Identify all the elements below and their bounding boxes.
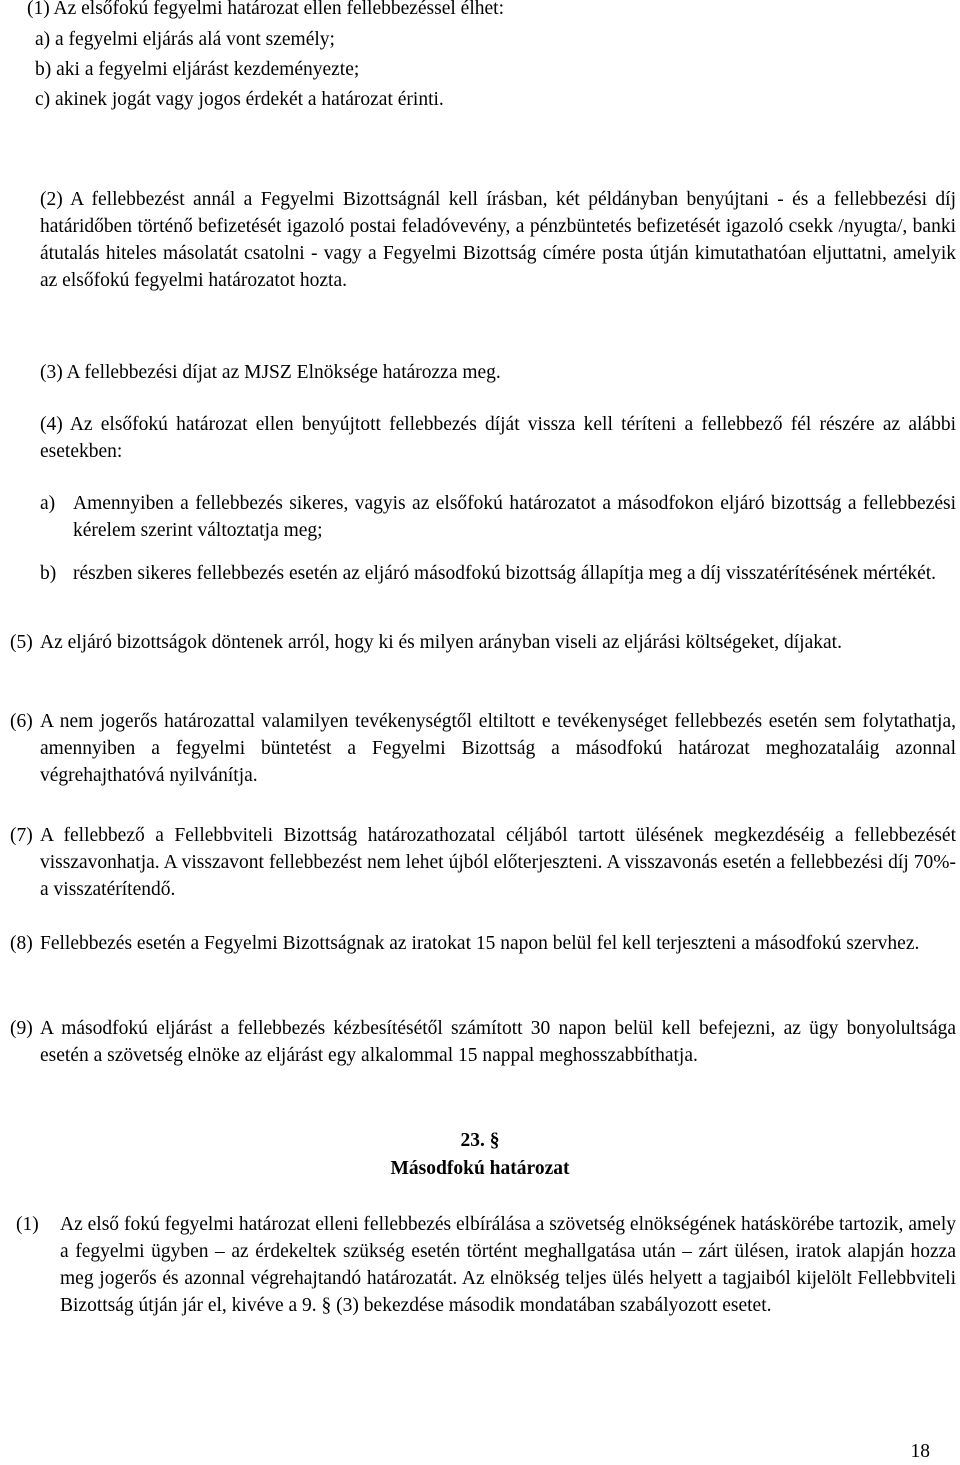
paragraph-5	[10, 629, 956, 656]
paragraph-4: (4) Az elsőfokú határozat ellen benyújtott fellebbezés díját vissza kell téríteni a fellebbező fél részére az alábbi esetekben:	[40, 414, 956, 462]
page-number: 18	[910, 1441, 930, 1462]
paragraph-3: (3) A fellebbezési díjat az MJSZ Elnöksége határozza meg.	[40, 362, 501, 383]
item-a-label: a)	[40, 493, 56, 514]
paragraph-7	[10, 822, 956, 903]
section-title: Másodfokú határozat	[390, 1158, 570, 1179]
paragraph-1-list	[27, 26, 627, 116]
list-item-b: b) aki a fegyelmi eljárást kezdeményezte;	[35, 59, 360, 80]
paragraph-8-number: (8)	[10, 933, 33, 954]
paragraph-5-text: Az eljáró bizottságok döntenek arról, hogy ki és milyen arányban viseli az eljárási költségeket, díjakat.	[40, 632, 842, 653]
section-paragraph-1-text: Az első fokú fegyelmi határozat elleni fellebbezés elbírálása a szövetség elnökségének hatáskörébe tartozik, amely a fegyelmi ügyben – az érdekeltek szükség esetén történt meghallgatása után – zárt ülésen, iratok alapján hozza meg jogerős és azonnal végrehajtandó határozatát. Az elnökség teljes ülés helyett a tagjaiból kijelölt Fellebbviteli Bizottság útján jár el, kivéve a 9. § (3) bekezdése második mondatában szabályozott esetet.	[60, 1214, 956, 1316]
paragraph-8	[10, 930, 956, 957]
paragraph-8-text: Fellebbezés esetén a Fegyelmi Bizottságnak az iratokat 15 napon belül fel kell terjeszteni a másodfokú szervhez.	[40, 933, 920, 954]
section-number: 23. §	[460, 1130, 500, 1151]
paragraph-7-text: A fellebbező a Fellebbviteli Bizottság határozathozatal céljából tartott ülésének megkezdéséig a fellebbezését visszavonhatja. A visszavont fellebbezést nem lehet újból előterjeszteni. A visszavonás esetén a fellebbezési díj 70%-a visszatérítendő.	[40, 825, 956, 900]
item-a-text: Amennyiben a fellebbezés sikeres, vagyis az elsőfokú határozatot a másodfokon eljáró bizottság a fellebbezési kérelem szerint változtatja meg;	[73, 493, 956, 541]
item-b-label: b)	[40, 563, 57, 584]
paragraph-9	[10, 1015, 956, 1069]
paragraph-5-number: (5)	[10, 632, 33, 653]
paragraph-6-number: (6)	[10, 711, 33, 732]
item-b-text: részben sikeres fellebbezés esetén az eljáró másodfokú bizottság állapítja meg a díj visszatérítésének mértékét.	[73, 563, 937, 584]
paragraph-4-item-a	[40, 490, 956, 544]
paragraph-7-number: (7)	[10, 825, 33, 846]
paragraph-9-text: A másodfokú eljárást a fellebbezés kézbesítésétől számított 30 napon belül kell befejezni, az ügy bonyolultsága esetén a szövetség elnöke az eljárást egy alkalommal 15 nappal meghosszabbíthatja.	[40, 1018, 956, 1066]
paragraph-6-text: A nem jogerős határozattal valamilyen tevékenységtől eltiltott e tevékenységet fellebbezés esetén sem folytathatja, amennyiben a fegyelmi büntetést a Fegyelmi Bizottság a másodfokú határozat meghozataláig azonnal végrehajthatóvá nyilvánítja.	[40, 711, 956, 786]
paragraph-9-number: (9)	[10, 1018, 33, 1039]
paragraph-4-item-b	[40, 560, 956, 587]
section-paragraph-1-number: (1)	[16, 1214, 39, 1235]
section-paragraph-1	[16, 1211, 956, 1319]
list-item-c: c) akinek jogát vagy jogos érdekét a határozat érinti.	[35, 89, 444, 110]
paragraph-1-intro: (1) Az elsőfokú fegyelmi határozat ellen fellebbezéssel élhet:	[27, 0, 504, 19]
paragraph-1	[27, 0, 627, 116]
paragraph-2: (2) A fellebbezést annál a Fegyelmi Bizottságnál kell írásban, két példányban benyújtani - és a fellebbezési díj határidőben történő befizetését igazoló postai feladóvevény, a pénzbüntetés befizetését igazoló csekk /nyugta/, banki átutalás hiteles másolatát csatolni - vagy a Fegyelmi Bizottság címére posta útján kimutathatóan eljuttatni, amelyik az elsőfokú fegyelmi határozatot hozta.	[40, 189, 956, 291]
list-item-a: a) a fegyelmi eljárás alá vont személy;	[35, 29, 335, 50]
paragraph-6	[10, 708, 956, 789]
